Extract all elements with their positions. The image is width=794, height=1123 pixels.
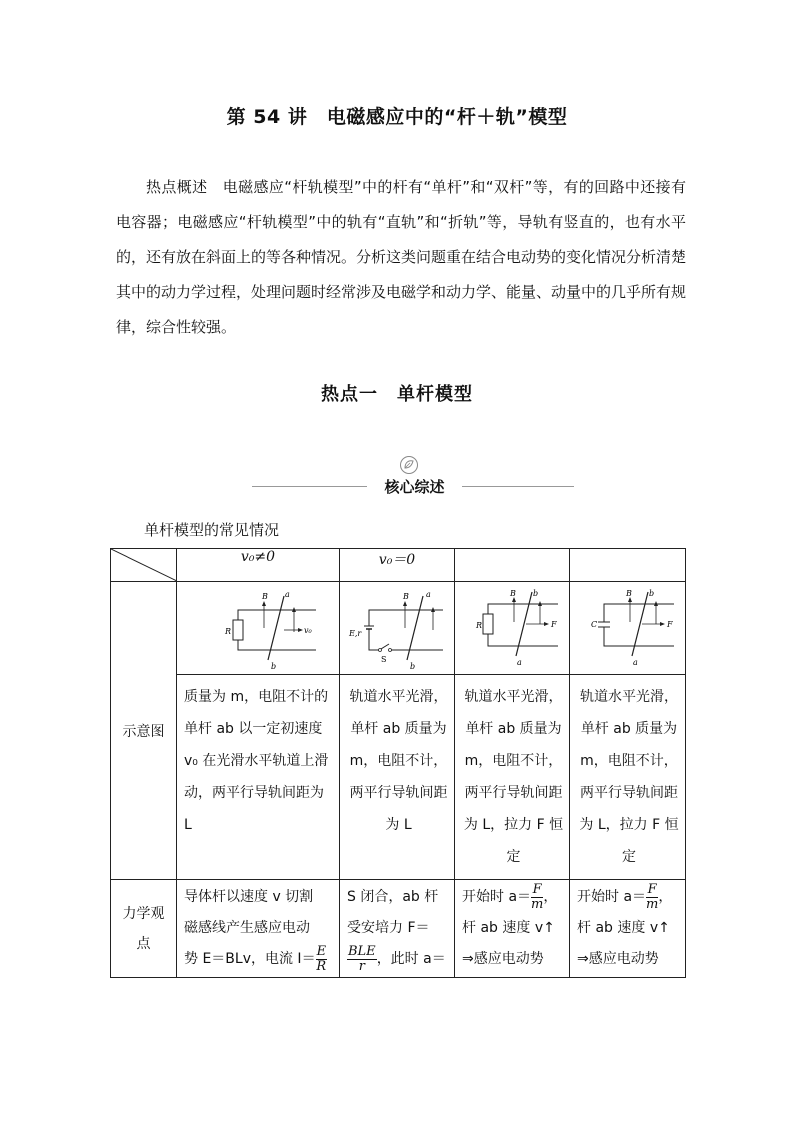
mechanics-1 (177, 880, 340, 978)
fraction-denominator: m (531, 896, 544, 912)
fraction-E-over-R (316, 945, 328, 974)
label-F: F (551, 620, 557, 629)
label-b: b (410, 662, 416, 670)
mechanics-4 (570, 880, 686, 978)
corner-cell (111, 549, 177, 582)
label-a: a (426, 590, 431, 599)
label-v0: v₀ (304, 626, 312, 635)
circuit-diagram-resistor-force (462, 586, 562, 670)
figure-cell-4 (570, 582, 686, 675)
single-rod-model-table (110, 548, 686, 978)
label-a: a (517, 658, 522, 667)
mechanics-3-line-1-text: 开始时 a＝ (462, 889, 532, 905)
fraction-F-over-m (531, 883, 543, 912)
mechanics-4-line-1-comma: ， (658, 889, 673, 905)
mechanics-row (111, 880, 686, 978)
circuit-diagram-resistor-v0 (198, 586, 318, 670)
label-a: a (632, 658, 638, 667)
fraction-denominator: m (646, 896, 659, 912)
mechanics-2-line-3-text: ，此时 a＝ (376, 951, 446, 967)
mechanics-1-line-3 (184, 944, 335, 975)
mechanics-3-line-1-comma: ， (543, 889, 558, 905)
fraction-numerator: F (647, 881, 657, 897)
table-caption: 单杆模型的常见情况 (144, 521, 280, 539)
mechanics-1-line-1: 导体杆以速度 v 切割 (184, 889, 314, 905)
fraction-BLE-over-r (347, 945, 377, 974)
mechanics-3-line-3: ⇒感应电动势 (462, 951, 544, 967)
label-b: b (533, 589, 539, 598)
fraction-F-over-m (646, 883, 658, 912)
figure-cell-1 (177, 582, 340, 675)
page-title: 第 54 讲 电磁感应中的“杆＋轨”模型 (226, 106, 568, 128)
core-summary-label: 核心综述 (384, 478, 445, 496)
mechanics-4-line-3: ⇒感应电动势 (577, 951, 659, 967)
label-B: B (510, 589, 516, 598)
fraction-denominator: r (358, 958, 365, 974)
divider-line-right (462, 486, 574, 487)
row-label-diagram: 示意图 (111, 582, 177, 880)
mechanics-1-line-2: 磁感线产生感应电动 (184, 920, 310, 936)
description-3: 轨道水平光滑，单杆 ab 质量为 m，电阻不计，两平行导轨间距为 L，拉力 F 恒定 (455, 675, 570, 880)
label-C: C (590, 620, 597, 629)
mechanics-2-line-1: S 闭合，ab 杆 (347, 889, 439, 905)
core-summary-divider (252, 476, 574, 498)
fraction-numerator: BLE (348, 943, 376, 959)
label-B: B (403, 592, 409, 601)
label-R: R (225, 627, 232, 636)
col-header-empty-3 (455, 549, 570, 582)
label-B: B (625, 589, 632, 598)
diagonal-line (111, 549, 177, 581)
leaf-icon (399, 455, 419, 475)
description-2: 轨道水平光滑，单杆 ab 质量为 m，电阻不计，两平行导轨间距为 L (340, 675, 455, 880)
mechanics-2 (340, 880, 455, 978)
mechanics-4-line-1-text: 开始时 a＝ (577, 889, 647, 905)
label-S: S (381, 655, 387, 664)
description-4: 轨道水平光滑，单杆 ab 质量为 m，电阻不计，两平行导轨间距为 L，拉力 F 恒定 (570, 675, 686, 880)
label-b: b (271, 662, 277, 670)
label-E-r: E,r (349, 629, 362, 638)
mechanics-3 (455, 880, 570, 978)
label-a: a (285, 590, 290, 599)
overview-paragraph: 热点概述 电磁感应“杆轨模型”中的杆有“单杆”和“双杆”等，有的回路中还接有电容器；电磁感应“杆轨模型”中的轨有“直轨”和“折轨”等，导轨有竖直的，也有水平的，还有放在斜面上的等各种情况。分析这类问题重在结合电动势的变化情况分析清楚其中的动力学过程，处理问题时经常涉及电磁学和动力学、能量、动量中的几乎所有规律，综合性较强。 (116, 178, 687, 336)
col-header-v0-nonzero: v₀≠0 (177, 549, 340, 582)
figure-cell-2 (340, 582, 455, 675)
header-row (111, 549, 686, 582)
label-F: F (666, 620, 673, 629)
mechanics-2-line-2: 受安培力 F＝ (347, 920, 430, 936)
label-R: R (476, 621, 483, 630)
description-row (111, 675, 686, 880)
fraction-numerator: E (316, 943, 327, 959)
mechanics-2-line-3 (347, 944, 450, 975)
fraction-numerator: F (532, 881, 542, 897)
mechanics-4-line-1 (577, 882, 681, 913)
mechanics-3-line-1 (462, 882, 565, 913)
description-1: 质量为 m，电阻不计的单杆 ab 以一定初速度 v₀ 在光滑水平轨道上滑动，两平行导轨间距为 L (177, 675, 340, 880)
mechanics-4-line-2: 杆 ab 速度 v↑ (577, 920, 670, 936)
row-label-mechanics: 力学观点 (111, 880, 177, 978)
col-header-v0-zero: v₀＝0 (340, 549, 455, 582)
mechanics-1-line-3-text: 势 E＝BLv，电流 I＝ (184, 951, 316, 967)
figure-cell-3 (455, 582, 570, 675)
label-B: B (262, 592, 268, 601)
circuit-diagram-battery-switch (347, 586, 447, 670)
label-b: b (648, 589, 654, 598)
section-title: 热点一 单杆模型 (321, 384, 473, 405)
fraction-denominator: R (316, 958, 327, 974)
mechanics-3-line-2: 杆 ab 速度 v↑ (462, 920, 555, 936)
col-header-empty-4 (570, 549, 686, 582)
diagram-row (111, 582, 686, 675)
divider-line-left (252, 486, 367, 487)
circuit-diagram-capacitor-force (578, 586, 678, 670)
